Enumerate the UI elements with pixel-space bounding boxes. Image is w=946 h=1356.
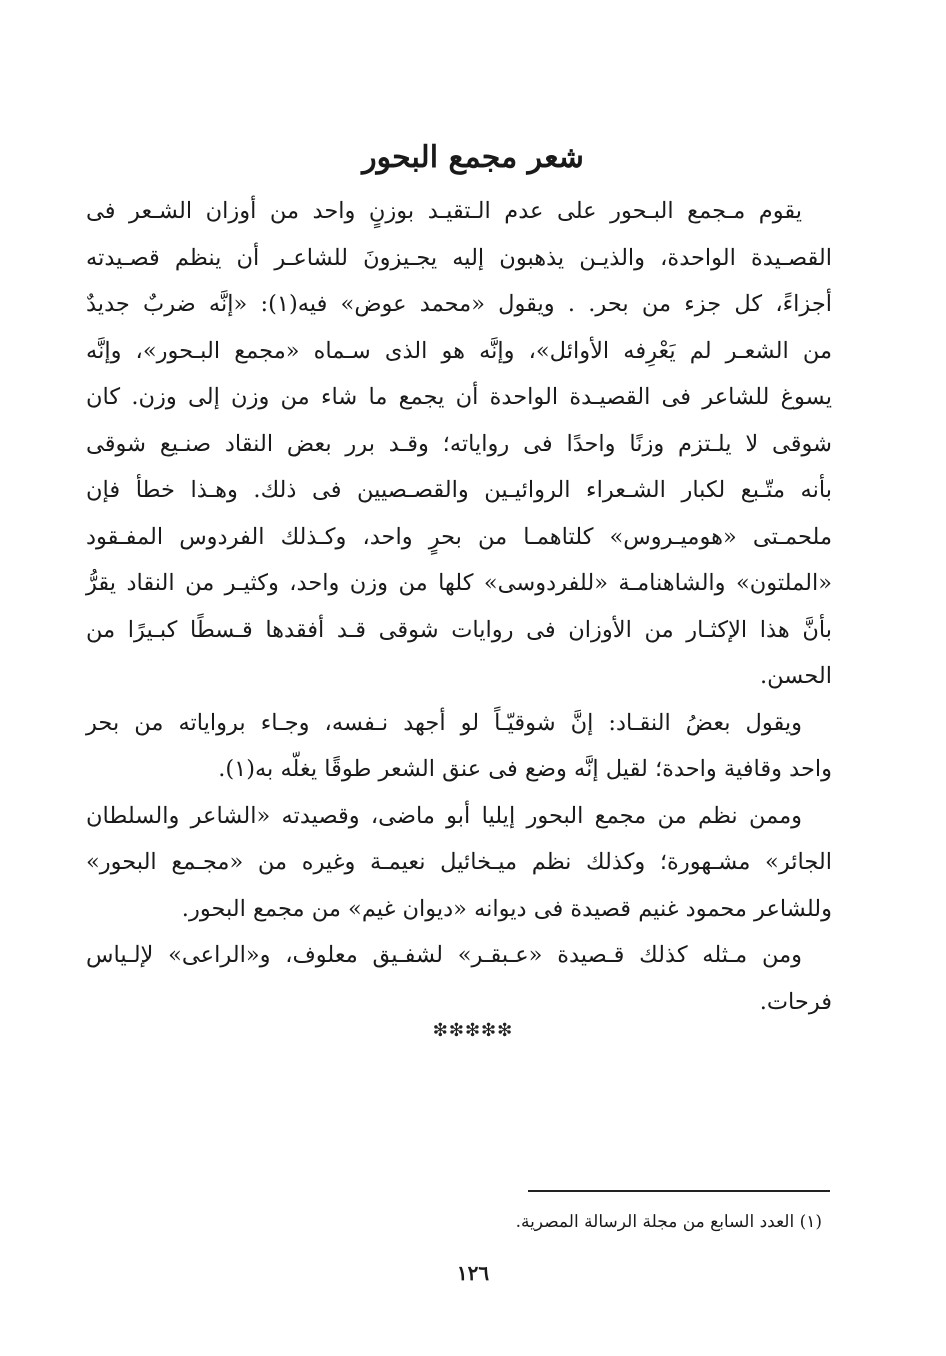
text-line: ملحمـتى «هوميـروس» كلتاهمـا من بحرٍ واحد، وكـذلك الفردوس المفـقود: [86, 523, 832, 550]
page-number: ١٢٦: [456, 1261, 490, 1285]
text-line: ويقول بعضُ النقـاد: إنَّ شوقيّـاً لو أجهد نـفسه، وجـاء برواياته من بحر: [86, 709, 802, 736]
section-separator: ❇❇❇❇❇: [432, 1020, 514, 1041]
footnote: (١) العدد السابع من مجلة الرسالة المصرية.: [515, 1212, 822, 1232]
text-line: يقوم مـجمع البـحور على عدم الـتقيـد بوزنٍ واحد من أوزان الشـعر فى: [86, 198, 802, 224]
text-line: «الملتون» والشاهنامـة «للفردوسى» كلها من وزن واحد، وكثيـر من النقاد يقرُّ: [86, 570, 832, 596]
paragraph-4: [86, 932, 832, 1025]
body-text: [86, 188, 832, 1025]
footnote-rule: [528, 1190, 830, 1192]
paragraph-1: [86, 188, 832, 700]
text-line: الجائر» مشـهورة؛ وكذلك نظم ميـخائيل نعيمـة وغيره من «مجـمع البحور»: [86, 849, 832, 875]
text-line: وللشاعر محمود غنيم قصيدة فى ديوانه «ديوان غيم» من مجمع البحور.: [181, 895, 832, 922]
text-line: ومن مـثله كذلك قـصيدة «عـبقـر» لشفـيق معلوف، و«الراعى» لإلـياس: [86, 942, 802, 968]
page-title: شعر مجمع البحور: [362, 140, 584, 175]
text-line: بأنَّ هذا الإكثـار من الأوزان فى روايات شوقى قـد أفقدها قـسطًا كبـيرًا من: [86, 616, 832, 643]
text-line: بأنه متّـبع لكبار الشـعراء الروائيـين والقصـصيين فى ذلك. وهـذا خطأ فإن: [86, 477, 832, 503]
text-line: فرحات.: [759, 988, 832, 1015]
paragraph-3: [86, 793, 832, 933]
text-line: أجزاءً، كل جزء من بحر. . ويقول «محمد عوض» فيه(١): «إنَّه ضربٌ جديدٌ: [86, 291, 832, 317]
text-line: واحد وقافية واحدة؛ لقيل إنَّه وضع فى عنق الشعر طوقًا يغلّه به(١).: [218, 756, 832, 782]
text-line: القصـيدة الواحدة، والذيـن يذهبون إليه يجـيزونَ للشاعـر أن ينظم قصـيدته: [86, 244, 832, 271]
text-line: يسوغ للشاعر فى القصيـدة الواحدة أن يجمع ما شاء من وزن إلى وزن. كان: [86, 384, 832, 410]
text-line: من الشعـر لم يَعْرِفه الأوائل»، وإنَّه هو الذى سـماه «مجمع البـحور»، وإنَّه: [86, 337, 832, 364]
paragraph-2: [86, 700, 832, 793]
text-line: الحسن.: [760, 663, 832, 689]
text-line: وممن نظم من مجمع البحور إيليا أبو ماضى، وقصيدته «الشاعر والسلطان: [86, 802, 802, 829]
text-line: شوقى لا يلـتزم وزنًا واحدًا فى رواياته؛ وقـد برر بعض النقاد صنـيع شوقى: [86, 430, 832, 457]
